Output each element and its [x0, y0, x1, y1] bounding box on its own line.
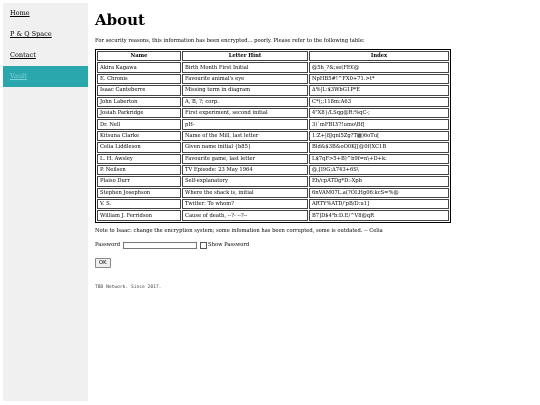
cell-name: Josiah Parkridge: [97, 108, 181, 118]
column-header-letter-hint: Letter Hint: [182, 51, 308, 61]
table-row: [97, 108, 449, 118]
cell-index: @,[I9G;∆743+6S\: [309, 165, 449, 175]
cell-letter-hint: First experiment, second initial: [182, 108, 308, 118]
cell-name: Kitsuna Clarke: [97, 131, 181, 141]
cell-name: John Laberton: [97, 97, 181, 107]
cell-letter-hint: Cause of death, --?- --?--: [182, 210, 308, 220]
cipher-table: [95, 49, 451, 223]
cell-letter-hint: Given name initial {b85}: [182, 142, 308, 152]
cell-name: E. Chronis: [97, 74, 181, 84]
table-row: [97, 165, 449, 175]
table-row: [97, 74, 449, 84]
cell-name: Akira Kagawa: [97, 62, 181, 72]
intro-text: For security reasons, this information has been encrypted... poorly. Please refer to the following table:: [95, 38, 365, 44]
cell-name: Dr. Nell: [97, 119, 181, 129]
nav-link-home[interactable]: Home: [10, 9, 30, 17]
ok-button[interactable]: OK: [95, 258, 111, 268]
cell-name: Isaac Canteberre: [97, 85, 181, 95]
cell-name: William J. Ferridson: [97, 210, 181, 220]
cell-index: Eh/cpATDg*D:-Xpb: [309, 176, 449, 186]
nav-link-pq-space[interactable]: P & Q Space: [10, 30, 52, 38]
cell-index: ARTY%ATD/'pB/D:u1]: [309, 199, 449, 209]
main-content: [95, 8, 535, 290]
table-row: [97, 142, 449, 152]
cell-index: L$7qF>5+B)^b9f=n\+D+k:: [309, 154, 449, 164]
cell-letter-hint: pH-: [182, 119, 308, 129]
cell-index: NpHB5#!^FX0+71.>t*: [309, 74, 449, 84]
cell-letter-hint: Favourite animal's eye: [182, 74, 308, 84]
column-header-name: Name: [97, 51, 181, 61]
table-row: [97, 210, 449, 220]
show-password-checkbox[interactable]: [200, 242, 207, 249]
table-row: [97, 85, 449, 95]
table-row: [97, 62, 449, 72]
cell-index: 4"X8}/LSqg@R:%qC-;: [309, 108, 449, 118]
cell-letter-hint: A, B, ?; corp.: [182, 97, 308, 107]
cell-index: Bld&$3B&oO0K[[@0f(XC1B: [309, 142, 449, 152]
cell-name: V. S.: [97, 199, 181, 209]
cell-index: C*(;;118m:A63: [309, 97, 449, 107]
cell-index: 3)`mFBLY?!umo\Bf[: [309, 119, 449, 129]
nav-link-vault[interactable]: Vault: [3, 66, 88, 87]
cell-letter-hint: Name of the Mill, last letter: [182, 131, 308, 141]
page-title: About: [95, 11, 145, 29]
column-header-index: Index: [309, 51, 449, 61]
cell-letter-hint: Favourite game, last letter: [182, 154, 308, 164]
cell-name: P. Neilsen: [97, 165, 181, 175]
footer-text: TBD Network. Since 2017.: [95, 284, 162, 290]
table-row: [97, 97, 449, 107]
cell-index: @5h_?&;se(FE€@: [309, 62, 449, 72]
password-row: [95, 242, 535, 249]
cell-name: Celia Liddleson: [97, 142, 181, 152]
table-header-row: [97, 51, 449, 61]
cell-index: 1:Z+|8Jqnl5Zg?T▩)6oTu[: [309, 131, 449, 141]
password-label: Password: [95, 242, 121, 249]
cell-letter-hint: Self-explanatory: [182, 176, 308, 186]
table-row: [97, 131, 449, 141]
table-body: [97, 62, 449, 220]
cell-letter-hint: TV Episode: 23 May 1964: [182, 165, 308, 175]
cell-letter-hint: Twitter: To whom?: [182, 199, 308, 209]
cell-index: 6nVAM07L.a(?OLHg06:kcS=%@: [309, 188, 449, 198]
cell-letter-hint: Missing term in diagram: [182, 85, 308, 95]
table-row: [97, 154, 449, 164]
password-input[interactable]: [123, 242, 197, 249]
table-row: [97, 188, 449, 198]
cell-name: L. H. Awsley: [97, 154, 181, 164]
table-row: [97, 119, 449, 129]
cell-index: B7]D$4⁹b:D.E/^V8@qR: [309, 210, 449, 220]
nav-link-contact[interactable]: Contact: [10, 51, 36, 59]
cell-letter-hint: Where the shack is, initial: [182, 188, 308, 198]
show-password-label[interactable]: Show Password: [208, 242, 250, 249]
cell-name: Stephen Josephson: [97, 188, 181, 198]
cell-name: Plaiso Durr: [97, 176, 181, 186]
cell-index: ∆%|L:$3WbG1P*E: [309, 85, 449, 95]
note-text: Note to Isaac: change the encryption system; some infomation has been corrupted, some is outdated. -- Celia: [95, 227, 383, 234]
table-row: [97, 199, 449, 209]
cell-letter-hint: Birth Month First Initial: [182, 62, 308, 72]
table-row: [97, 176, 449, 186]
sidebar: [3, 3, 88, 401]
